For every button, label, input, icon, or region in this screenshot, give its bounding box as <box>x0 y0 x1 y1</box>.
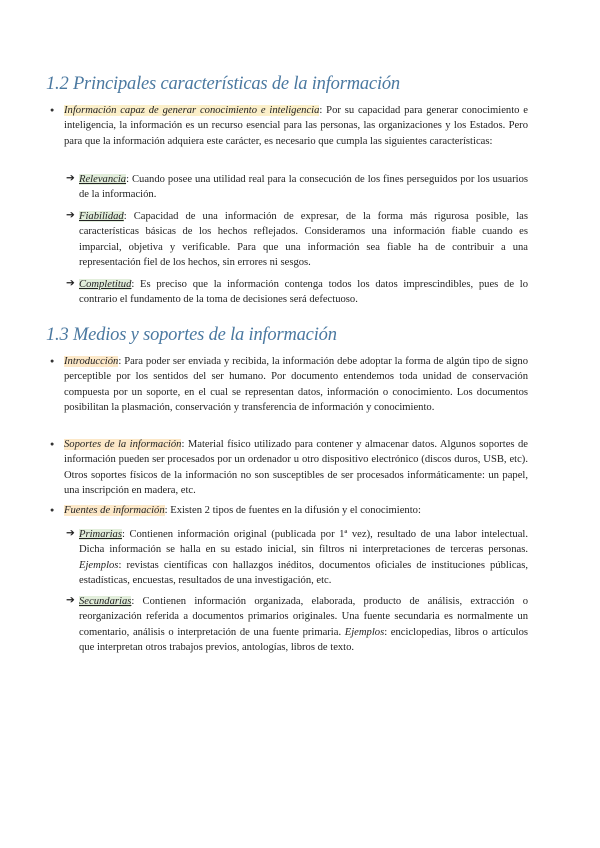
section-title-1-3: 1.3 Medios y soportes de la información <box>46 325 337 345</box>
term-introduccion: Introducción <box>64 356 119 367</box>
text-relevancia: : Cuando posee una utilidad real para la consecución de los fines perseguidos por los usuarios de la información. <box>79 174 528 201</box>
list-item-introduccion <box>64 354 528 416</box>
term-fuentes: Fuentes de información <box>64 505 165 516</box>
term-informacion-capaz: Información capaz de generar conocimiento e inteligencia <box>64 105 320 116</box>
term-soportes: Soportes de la información <box>64 439 182 450</box>
text-soportes: : Material físico utilizado para contener y almacenar datos. Algunos soportes de información pueden ser procesados por un ordenador u otro dispositivo electrónico (discos duros, USB, etc). Otros soportes físicos de la información no son susceptibles de ser procesados informáticamente: un papel, una inscripción en madera, etc. <box>64 439 528 497</box>
text-fuentes: : Existen 2 tipos de fuentes en la difusión y el conocimiento: <box>164 505 421 516</box>
list-item-fiabilidad <box>79 209 528 271</box>
ejemplos-text-primarias: : revistas científicas con hallazgos inéditos, documentos oficiales de instituciones públicas, estadísticas, encuestas, resultados de una investigación, etc. <box>79 559 528 587</box>
text-completitud: : Es preciso que la información contenga todos los datos imprescindibles, pues de lo contrario el fundamento de la toma de decisiones será defectuoso. <box>79 279 528 306</box>
term-primarias: Primarias <box>79 529 122 540</box>
list-item-secundarias <box>79 594 528 656</box>
text-informacion-capaz: : Por su capacidad para generar conocimiento e inteligencia, la información es un recurso esencial para las personas, las organizaciones y los Estados. Pero para que la información adquiera este carácter, es necesario que cumpla las siguientes características: <box>64 105 528 147</box>
list-item-fuentes <box>64 503 528 518</box>
ejemplos-text-secundarias: : enciclopedias, libros o artículos que interpretan otros trabajos previos, antologías, libros de texto. <box>79 626 528 654</box>
list-item-soportes <box>64 437 528 499</box>
term-secundarias: Secundarias <box>79 596 132 607</box>
text-fiabilidad: : Capacidad de una información de expresar, de la forma más rigurosa posible, las características básicas de los hechos reflejados. Consideramos una información fiable cuando es imparcial, objetiva y verificable. Para que una información sea fiable ha de contribuir a una representación fiel de los hechos, sin errores ni sesgos. <box>79 211 528 269</box>
list-item-informacion-capaz <box>64 103 528 149</box>
text-secundarias: : Contienen información organizada, elaborada, producto de análisis, extracción o reorganización referida a documentos primarios originales. Una fuente secundaria es normalmente un comentario, análisis o interpretación de una fuente primaria. <box>79 596 528 638</box>
term-fiabilidad: Fiabilidad <box>79 211 124 222</box>
list-item-primarias <box>79 527 528 589</box>
list-item-relevancia <box>79 172 528 203</box>
ejemplos-label-secundarias: Ejemplos <box>344 626 385 638</box>
term-completitud: Completitud <box>79 279 132 290</box>
term-relevancia: Relevancia <box>79 174 127 185</box>
section-title-1-2: 1.2 Principales características de la información <box>46 74 400 94</box>
ejemplos-label-primarias: Ejemplos <box>79 559 119 571</box>
list-item-completitud <box>79 277 528 308</box>
text-introduccion: : Para poder ser enviada y recibida, la información debe adoptar la forma de algún tipo de signo perceptible por los sentidos del ser humano. Por documento entendemos toda unidad de conservación compuesta por un soporte, en el cual se representan datos, información o conocimiento. Los documentos posibilitan la plasmación, conservación y transferencia de información y conocimiento. <box>64 356 528 414</box>
text-primarias: : Contienen información original (publicada por 1ª vez), resultado de una labor intelectual. Dicha información se halla en su estado inicial, sin filtros ni interpretaciones de terceras personas. <box>79 529 528 556</box>
